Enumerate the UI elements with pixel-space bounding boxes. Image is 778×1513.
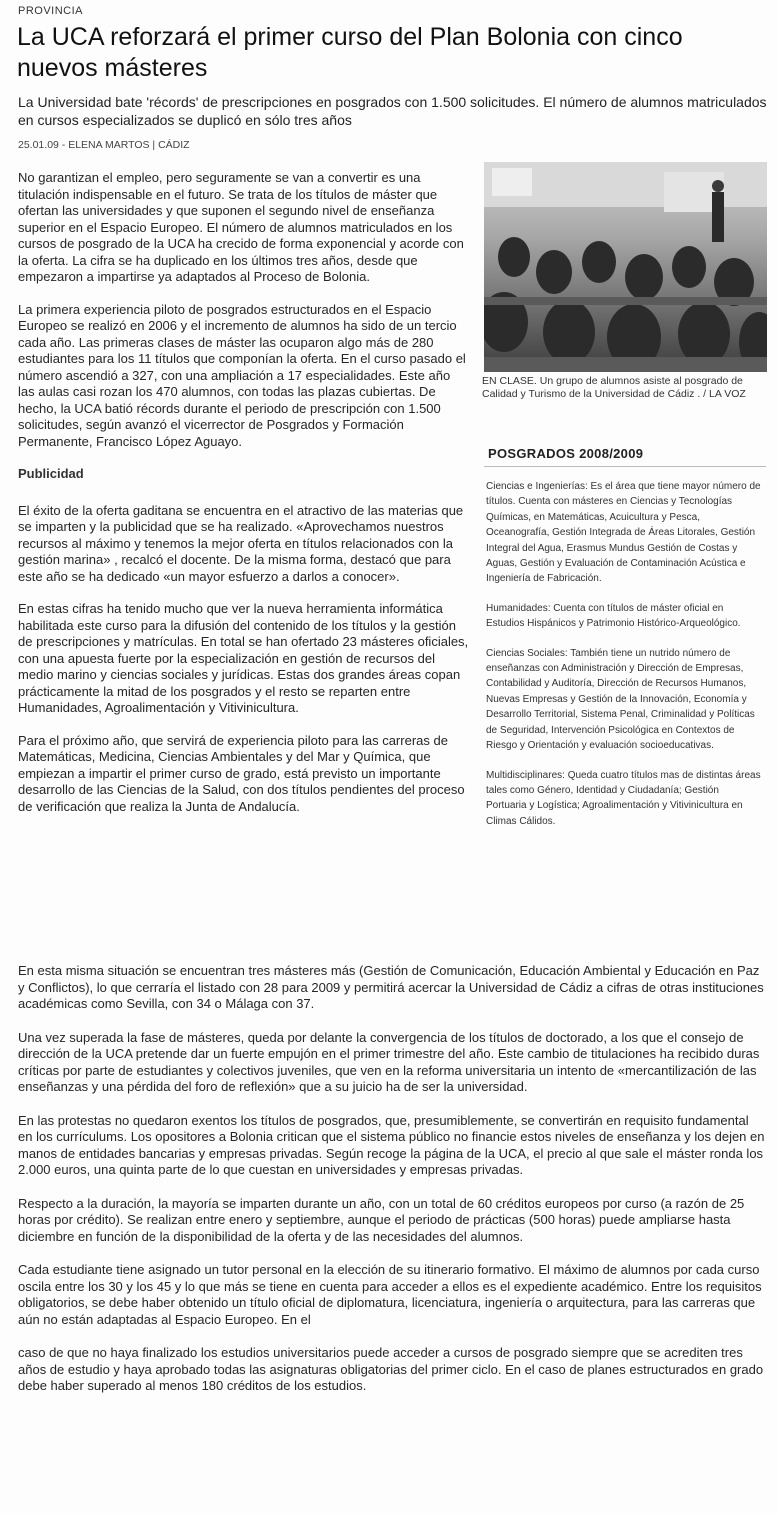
paragraph: No garantizan el empleo, pero seguramente se van a convertir es una titulación indispensable en el futuro. Se trata de los títulos de máster que ofertan las universidades y que suponen el segundo nivel de enseñanza superior en el Espacio Europeo. El número de alumnos matriculados en los cursos de posgrado de la UCA ha crecido de forma exponencial y acorde con la oferta. La cifra se ha duplicado en los últimos tres años, desde que empezaron a impartirse ya adaptados al Proceso de Bolonia. (18, 170, 464, 284)
subheadline: La Universidad bate 'récords' de prescripciones en posgrados con 1.500 solicitudes. El número de alumnos matriculados en cursos especializados se duplicó en sólo tres años (18, 94, 767, 128)
sidebar-item: Humanidades: Cuenta con títulos de máster oficial en Estudios Hispánicos y Patrimonio Histórico-Arqueológico. (486, 602, 741, 630)
paragraph: Para el próximo año, que servirá de experiencia piloto para las carreras de Matemáticas, Medicina, Ciencias Ambientales y del Mar y Química, que empiezan a impartir el primer curso de grado, está previsto un importante desarrollo de las Ciencias de la Salud, con dos títulos pendientes del proceso de verificación que realiza la Junta de Andalucía. (18, 732, 465, 814)
section-label: PROVINCIA (18, 5, 84, 17)
paragraph: La primera experiencia piloto de posgrados estructurados en el Espacio Europeo se realizó en 2006 y el incremento de alumnos ha sido de un tercio cada año. Las primeras clases de máster las ocuparon algo más de 280 estudiantes para los 11 títulos que componían la oferta. En el curso pasado el número ascendió a 327, con una ampliación a 17 especialidades. Este año las aulas casi rozan los 470 alumnos, con todas las plazas cubiertas. De hecho, la UCA batió récords durante el periodo de prescripción con 1.500 solicitudes, según avanzó el vicerrector de Posgrados y Formación Permanente, Francisco López Aguayo. (18, 301, 466, 449)
classroom-photo (484, 162, 767, 372)
subsection-heading: Publicidad (18, 466, 84, 481)
paragraph: Cada estudiante tiene asignado un tutor personal en la elección de su itinerario formativo. El máximo de alumnos por cada curso oscila entre los 30 y los 45 y lo que más se tiene en cuenta para acceder a ellos es el expediente académico. Entre los requisitos obligatorios, se debe haber obtenido un título oficial de diplomatura, licenciatura, ingeniería o arquitectura, para las carreras que aún no están adaptadas al Espacio Europeo. En el (18, 1262, 762, 1327)
headline: La UCA reforzará el primer curso del Plan Bolonia con cinco nuevos másteres (17, 23, 683, 82)
paragraph: Una vez superada la fase de másteres, queda por delante la convergencia de los títulos de doctorado, a los que el consejo de dirección de la UCA pretende dar un fuerte empujón en el primer trimestre del año. Este cambio de titulaciones ha recibido duras críticas por parte de estudiantes y colectivos juveniles, que ven en la reforma universitaria un intento de «mercantilización de las enseñanzas y una pérdida del foro de reflexión» que a su juicio ha de ser la universidad. (18, 1029, 760, 1094)
sidebar-item: Ciencias e Ingenierías: Es el área que tiene mayor número de títulos. Cuenta con másteres en Ciencias y Tecnologías Químicas, en Matemáticas, Acuicultura y Pesca, Oceanografía, Gestión Integrada de Áreas Litorales, Gestión Integral del Agua, Erasmus Mundus Gestión de Costas y Aguas, Gestión y Evaluación de Contaminación Acústica e Ingeniería de Fabricación. (486, 481, 761, 585)
sidebar-box (486, 479, 761, 843)
sidebar-item: Ciencias Sociales: También tiene un nutrido número de enseñanzas con Administración y Dirección de Empresas, Contabilidad y Auditoría, Dirección de Recursos Humanos, Nuevas Empresas y Gestión de la Innovación, Economía y Desarrollo Territorial, Sistema Penal, Criminalidad y Políticas de Seguridad, Intervención Psicológica en Contextos de Riesgo y Orientación y evaluación socioeducativas. (486, 647, 755, 752)
paragraph: En esta misma situación se encuentran tres másteres más (Gestión de Comunicación, Educación Ambiental y Educación en Paz y Conflictos), lo que cerraría el listado con 28 para 2009 y permitirá acercar la Universidad de Cádiz a cifras de otras instituciones académicas como Sevilla, con 34 o Málaga con 37. (18, 963, 764, 1011)
sidebar-title: POSGRADOS 2008/2009 (488, 446, 644, 461)
sidebar-rule (484, 466, 766, 467)
body-full-width (18, 963, 766, 1412)
paragraph: Respecto a la duración, la mayoría se imparten durante un año, con un total de 60 créditos europeos por curso (a razón de 25 horas por crédito). Se realizan entre enero y septiembre, aunque el periodo de prácticas (500 horas) puede ampliarse hasta diciembre en función de la disponibilidad de la oferta y de las necesidades del alumnos. (18, 1195, 745, 1244)
paragraph: caso de que no haya finalizado los estudios universitarios puede acceder a cursos de posgrado siempre que se acrediten tres años de estudio y haya aprobado todas las asignaturas obligatorias del primer ciclo. En el caso de planes estructurados en grado debe haber superado al menos 180 créditos de los estudios. (18, 1345, 764, 1393)
paragraph: En las protestas no quedaron exentos los títulos de posgrados, que, presumiblemente, se convertirán en requisito fundamental en los currículums. Los opositores a Bolonia critican que el sistema público no financie estos niveles de enseñanza y los dejen en manos de entidades bancarias y empresas privadas. Según recoge la página de la UCA, el precio al que sale el máster ronda los 2.000 euros, una quinta parte de lo que cuestan en universidades y empresas privadas. (18, 1112, 765, 1177)
byline: 25.01.09 - ELENA MARTOS | CÁDIZ (18, 139, 190, 151)
photo-caption: EN CLASE. Un grupo de alumnos asiste al posgrado de Calidad y Turismo de la Universidad de Cádiz . / LA VOZ (482, 375, 746, 400)
paragraph: En estas cifras ha tenido mucho que ver la nueva herramienta informática habilitada este curso para la difusión del contenido de los títulos y la gestión de prescripciones y matrículas. En total se han ofertado 23 másteres oficiales, con una apuesta fuerte por la especialización en gestión de recursos del medio marino y ciencias sociales y jurídicas. Estas dos grandes áreas copan prácticamente la mitad de los posgrados y el resto se reparten entre Humanidades, Agroalimentación y Vitivinicultura. (18, 601, 469, 715)
classroom-photo-image (484, 162, 767, 372)
paragraph: El éxito de la oferta gaditana se encuentra en el atractivo de las materias que se imparten y la publicidad que se ha realizado. «Aprovechamos nuestros recursos al máximo y tenemos la mejor oferta en títulos relacionados con la gestión marina» , recalcó el docente. De la misma forma, destacó que para este año se ha dedicado «un mayor esfuerzo a darlos a conocer». (18, 502, 464, 584)
sidebar-item: Multidisciplinares: Queda cuatro títulos mas de distintas áreas tales como Género, Identidad y Ciudadanía; Gestión Portuaria y Logística; Agroalimentación y Vitivinicultura en Climas Cálidos. (486, 769, 761, 827)
intro-column (18, 170, 470, 831)
